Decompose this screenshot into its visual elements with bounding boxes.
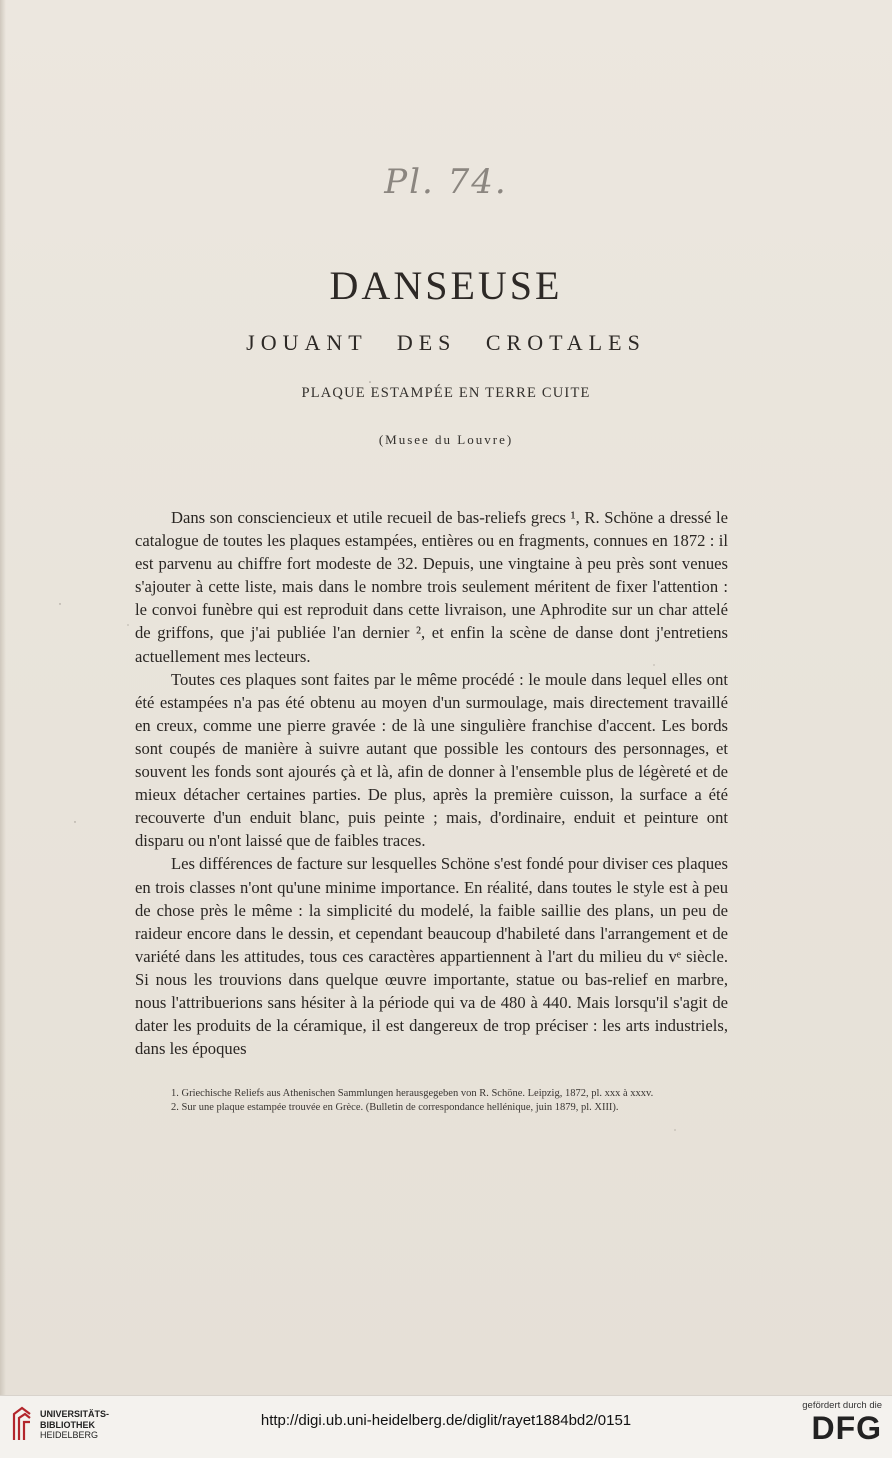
footnote-2: 2. Sur une plaque estampée trouvée en Grèce. (Bulletin de correspondance hellénique, juin 1879, pl. XIII).	[171, 1102, 619, 1113]
digitization-footer	[0, 1395, 892, 1458]
handwritten-plate-number: Pl. 74.	[384, 162, 508, 202]
footnotes	[135, 1087, 735, 1115]
library-name-line: UNIVERSITÄTS-	[40, 1409, 110, 1419]
article-body	[135, 506, 728, 1060]
object-description: PLAQUE ESTAMPÉE EN TERRE CUITE	[301, 385, 591, 401]
page-title: DANSEUSE	[329, 263, 563, 308]
dfg-logo: DFG	[811, 1410, 882, 1446]
page-subtitle: JOUANT DES CROTALES	[246, 330, 646, 355]
museum-attribution: (Musee du Louvre)	[378, 432, 514, 447]
paragraph: Toutes ces plaques sont faites par le même procédé : le moule dans lequel elles ont été estampées n'a pas été obtenu au moyen d'un surmoulage, mais directement travaillé en creux, comme une pierre gravée : de là une singulière franchise d'accent. Les bords sont coupés de manière à suivre autant que possible les contours des personnages, et souvent les fonds sont ajourés çà et là, afin de donner à l'ensemble plus de légèreté et de mieux détacher certaines parties. De plus, après la première cuisson, la surface a été recouverte d'un enduit blanc, puis peinte ; mais, d'ordinaire, enduit et peinture ont disparu ou n'ont laissé que de faibles traces.	[135, 669, 728, 851]
permalink-url[interactable]: http://digi.ub.uni-heidelberg.de/diglit/rayet1884bd2/0151	[260, 1412, 632, 1429]
dfg-label: gefördert durch die	[802, 1400, 882, 1411]
footnote-1: 1. Griechische Reliefs aus Athenischen Sammlungen herausgegeben von R. Schöne. Leipzig, 1872, pl. xxx à xxxv.	[171, 1088, 654, 1099]
paragraph: Dans son consciencieux et utile recueil de bas-reliefs grecs ¹, R. Schöne a dressé le catalogue de toutes les plaques estampées, entières ou en fragments, connues en 1872 : il est parvenu au chiffre fort modeste de 32. Depuis, une vingtaine à peu près sont venues s'ajouter à cette liste, mais dans le nombre trois seulement méritent de fixer l'attention : le convoi funèbre qui est reproduit dans cette livraison, une Aphrodite sur un char attelé de griffons, que j'ai publiée l'an dernier ², et enfin la scène de danse dont j'entretiens actuellement mes lecteurs.	[135, 508, 728, 666]
paragraph: Les différences de facture sur lesquelles Schöne s'est fondé pour diviser ces plaques en trois classes n'ont qu'une minime importance. En réalité, dans toutes le style est à peu de chose près le même : la simplicité du modelé, la faible saillie des plans, un peu de raideur encore dans le dessin, et cependant beaucoup d'habileté dans l'arrangement et de variété dans les attitudes, tous ces caractères appartiennent à l'art du milieu du vᵉ siècle. Si nous les trouvions dans quelque œuvre importante, statue ou bas-relief en marbre, nous l'attribuerions sans hésiter à la période qui va de 480 à 440. Mais lorsqu'il s'agit de dater les produits de la céramique, il est dangereux de trop préciser : les arts industriels, dans les époques	[135, 854, 728, 1059]
library-name-line: HEIDELBERG	[40, 1430, 99, 1440]
library-name-line: BIBLIOTHEK	[40, 1419, 95, 1430]
dfg-funding	[802, 1400, 882, 1445]
